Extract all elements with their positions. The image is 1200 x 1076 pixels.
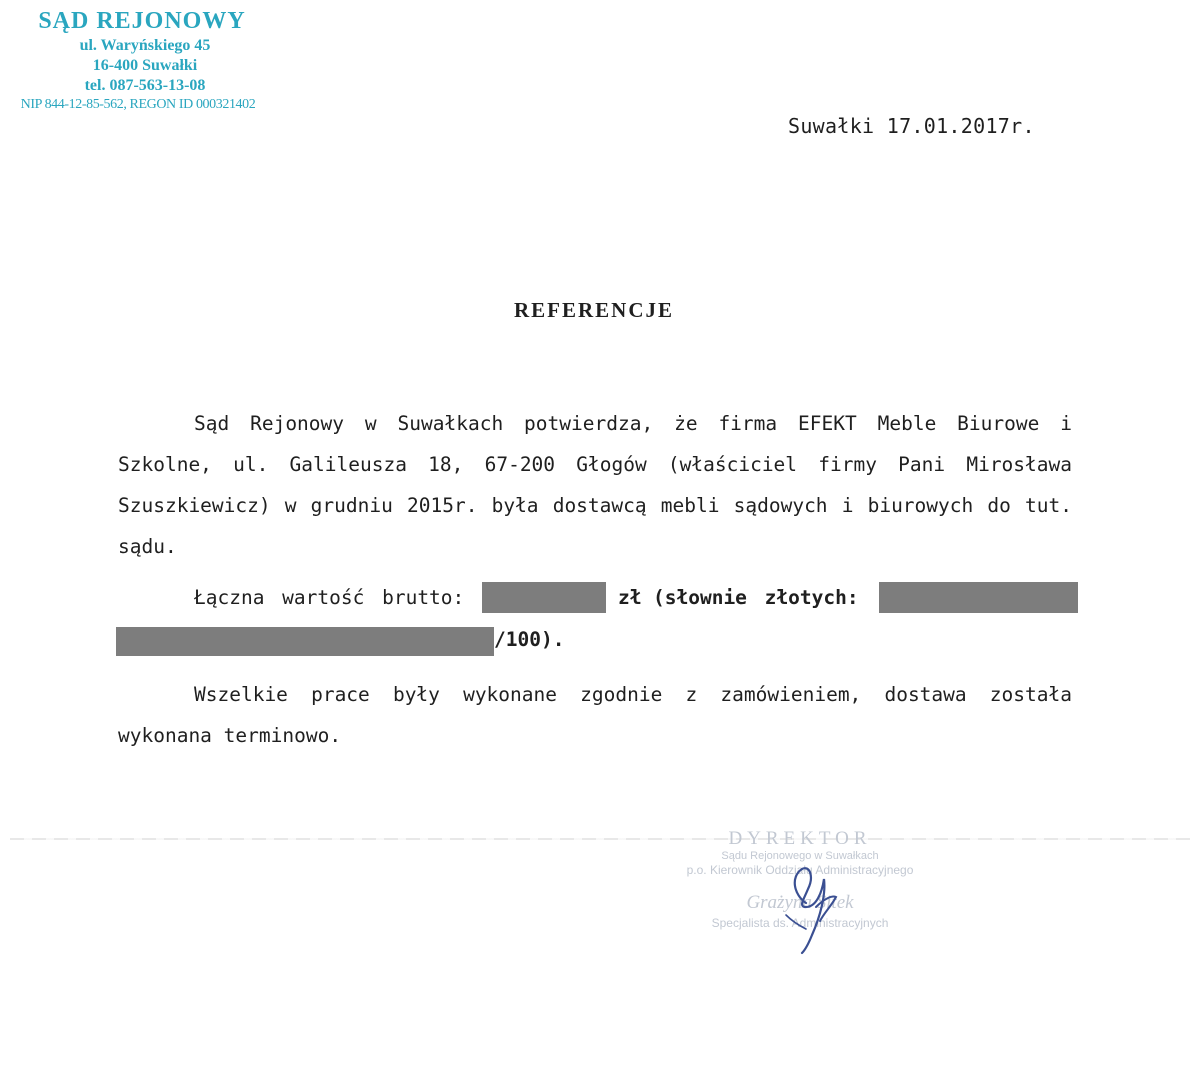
redacted-amount-words	[879, 582, 1078, 613]
court-name: SĄD REJONOWY	[38, 8, 246, 34]
signature-stamp-title: DYREKTOR	[728, 828, 872, 849]
redacted-amount-words-continued	[116, 627, 494, 656]
signature-stamp-court: Sądu Rejonowego w Suwałkach	[721, 850, 879, 862]
redacted-amount	[482, 582, 606, 613]
document-title: REFERENCJE	[513, 298, 675, 322]
scan-artifact-line	[10, 838, 1190, 840]
signature-stamp-name: Grażyna Sitek	[746, 892, 854, 913]
court-phone: tel. 087-563-13-08	[84, 77, 206, 94]
total-value-line	[118, 582, 1078, 662]
signature-stamp-role: Specjalista ds. Administracyjnych	[711, 916, 889, 930]
hundredths-suffix: /100).	[494, 628, 565, 651]
currency-label: zł	[618, 586, 642, 609]
total-value-label: Łączna wartość brutto:	[194, 586, 465, 609]
court-street: ul. Waryńskiego 45	[79, 37, 211, 54]
reference-paragraph: Sąd Rejonowy w Suwałkach potwierdza, że firma EFEKT Meble Biurowe i Szkolne, ul. Galileusza 18, 67-200 Głogów (właściciel firmy Pani Mirosława Szuszkiewicz) w grudniu 2015r. była dostawcą mebli sądowych i biurowych do tut. sądu.	[118, 412, 1072, 558]
completion-paragraph: Wszelkie prace były wykonane zgodnie z zamówieniem, dostawa została wykonana terminowo.	[118, 683, 1072, 747]
court-city: 16-400 Suwałki	[92, 57, 198, 74]
court-letterhead-stamp	[0, 6, 290, 114]
amount-in-words-label: (słownie złotych:	[653, 586, 859, 609]
court-tax-ids: NIP 844-12-85-562, REGON ID 000321402	[20, 97, 256, 112]
handwritten-signature-icon	[776, 855, 846, 955]
document-date: Suwałki 17.01.2017r.	[788, 114, 1035, 138]
signature-stamp-position: p.o. Kierownik Oddziału Administracyjnego	[686, 863, 914, 877]
